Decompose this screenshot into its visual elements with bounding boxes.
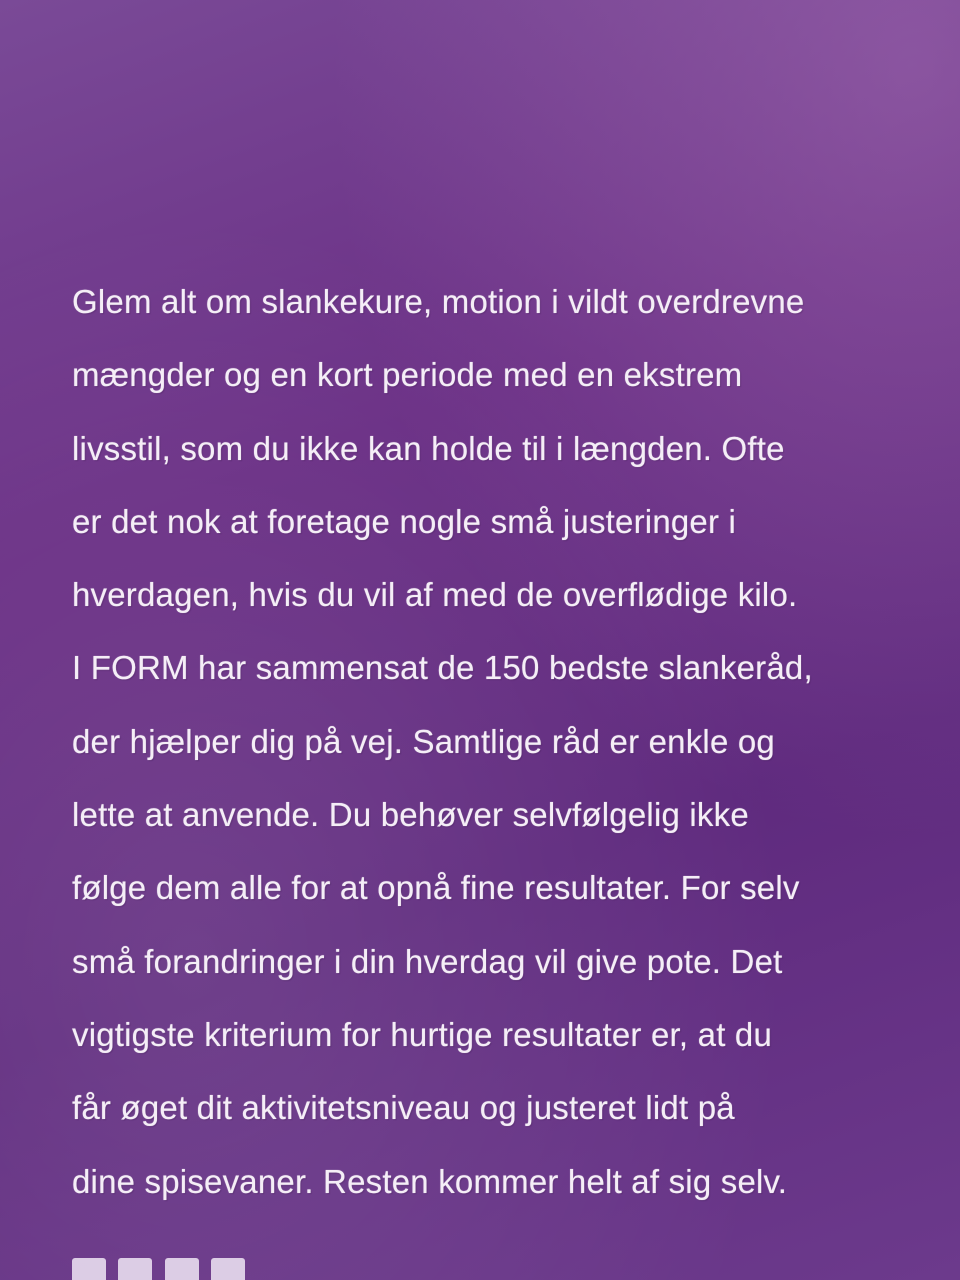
blurb-line: vigtigste kriterium for hurtige resultater er, at du xyxy=(72,1015,773,1053)
cropped-glyph xyxy=(118,1258,152,1280)
blurb-line: følge dem alle for at opnå fine resultater. For selv xyxy=(72,869,800,907)
blurb-line: I FORM har sammensat de 150 bedste slankeråd, xyxy=(72,649,813,687)
blurb-line: dine spisevaner. Resten kommer helt af sig selv. xyxy=(72,1162,788,1200)
blurb-line: livsstil, som du ikke kan holde til i længden. Ofte xyxy=(72,429,785,467)
blurb-line: er det nok at foretage nogle små justeringer i xyxy=(72,502,737,540)
blurb-line: hverdagen, hvis du vil af med de overflødige kilo. xyxy=(72,576,798,614)
blurb-line: får øget dit aktivitetsniveau og justeret lidt på xyxy=(72,1089,735,1127)
cropped-glyph xyxy=(165,1258,199,1280)
cropped-glyph xyxy=(211,1258,245,1280)
blurb-text xyxy=(72,272,932,1225)
blurb-line: lette at anvende. Du behøver selvfølgelig ikke xyxy=(72,796,749,834)
cropped-heading-fragment xyxy=(72,1258,272,1280)
blurb-line: små forandringer i din hverdag vil give pote. Det xyxy=(72,942,783,980)
blurb-line: mængder og en kort periode med en ekstrem xyxy=(72,356,743,394)
blurb-line: Glem alt om slankekure, motion i vildt overdrevne xyxy=(72,283,805,320)
blurb-line: der hjælper dig på vej. Samtlige råd er enkle og xyxy=(72,722,775,760)
cropped-glyph xyxy=(72,1258,106,1280)
